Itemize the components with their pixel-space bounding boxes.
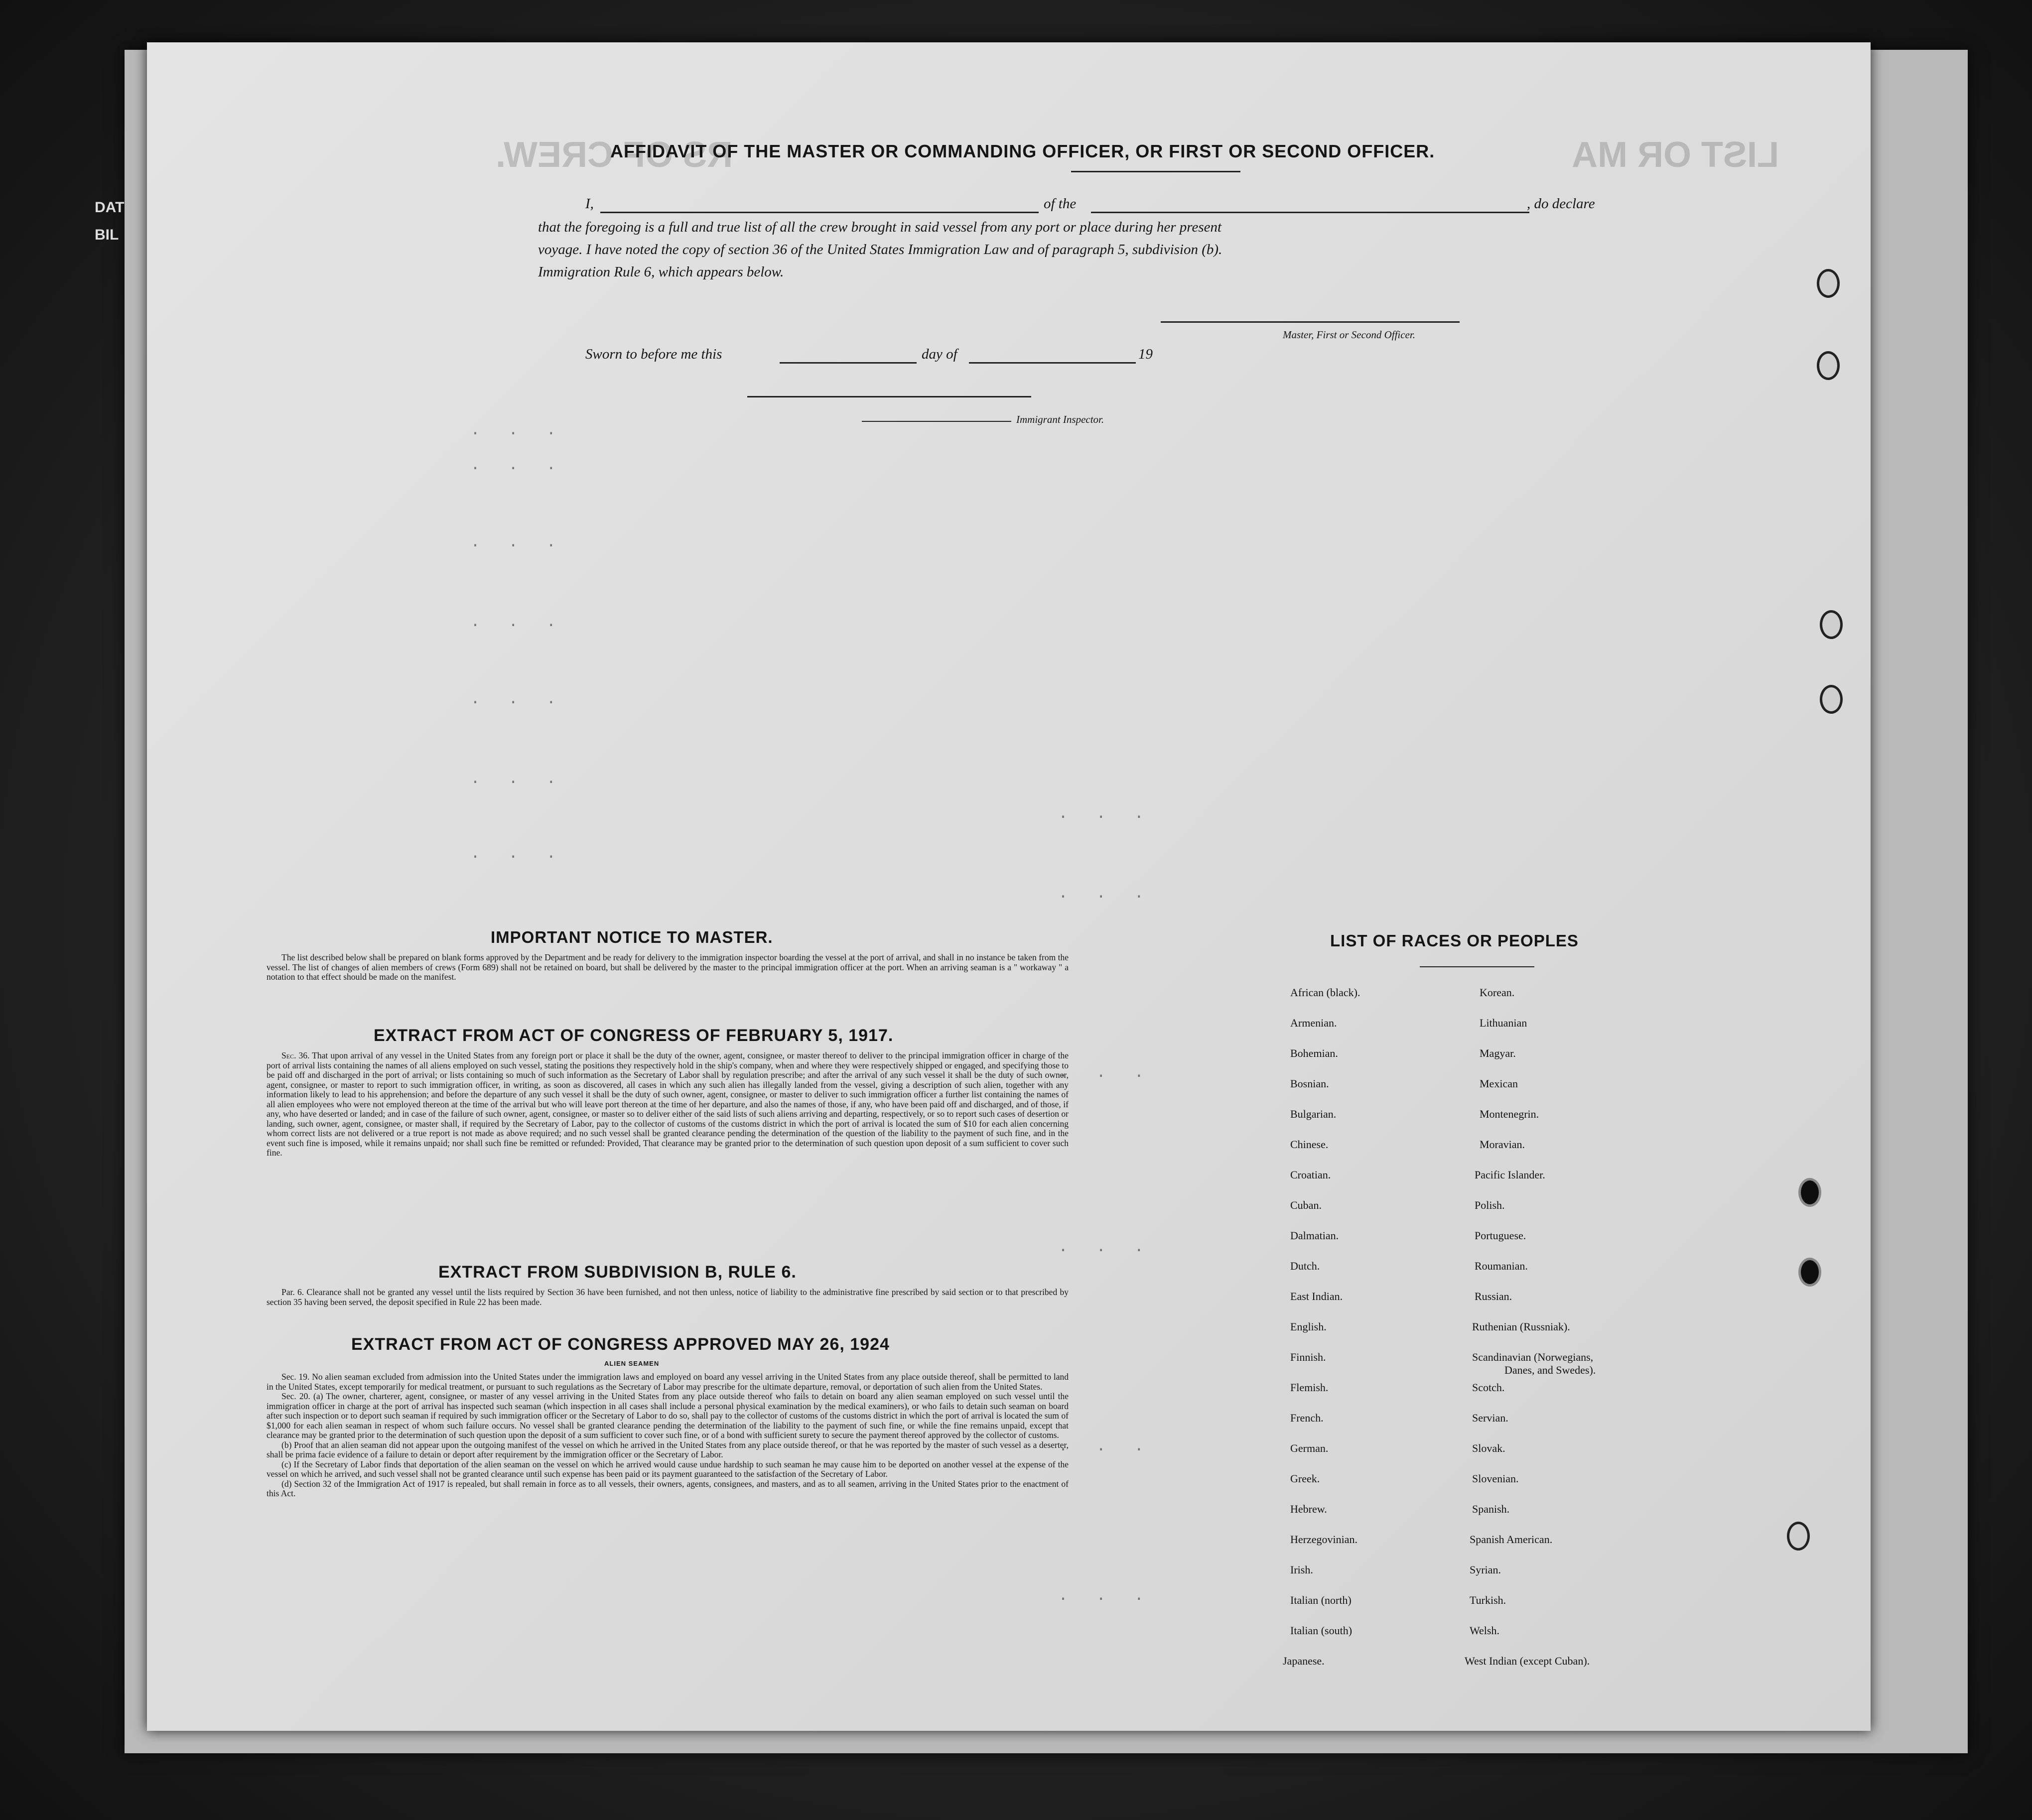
race-item: Turkish. bbox=[1470, 1594, 1506, 1606]
race-item: Dutch. bbox=[1290, 1260, 1320, 1272]
race-item: Finnish. bbox=[1290, 1351, 1326, 1363]
race-item: Herzegovinian. bbox=[1290, 1533, 1357, 1546]
race-item: French. bbox=[1290, 1412, 1324, 1424]
row-leader: . . . bbox=[471, 844, 566, 862]
extract-rule6-title: EXTRACT FROM SUBDIVISION B, RULE 6. bbox=[438, 1263, 797, 1282]
affidavit-title: AFFIDAVIT OF THE MASTER OR COMMANDING OFFICER, OR FIRST OR SECOND OFFICER. bbox=[610, 141, 1435, 161]
race-item: Slovak. bbox=[1472, 1442, 1505, 1454]
day-of-label: day of bbox=[922, 346, 957, 362]
race-item: Bosnian. bbox=[1290, 1077, 1329, 1090]
notice-text bbox=[267, 953, 1069, 982]
extract-1924-sec19: Sec. 19. No alien seaman excluded from admission into the United States under the immigration laws and employed on board any vessel arriving in the United States from any place outside thereof, shall be permitted to land in the United States, except temporarily for medical treatment, or pursuant to such regulations as the Secretary of Labor may prescribe for the ultimate departure, removal, or deportation of such alien from the United States. bbox=[267, 1372, 1069, 1392]
row-leader: . . . bbox=[1059, 1437, 1154, 1454]
race-item: Chinese. bbox=[1290, 1138, 1329, 1151]
affidavit-line-2: that the foregoing is a full and true list of all the crew brought in said vessel from any port or place during her present bbox=[538, 219, 1222, 235]
punch-hole bbox=[1817, 269, 1840, 298]
race-item: Scandinavian (Norwegians, bbox=[1472, 1351, 1594, 1363]
race-item: English. bbox=[1290, 1320, 1327, 1333]
race-item: Slovenian. bbox=[1472, 1472, 1519, 1485]
affidavit-of-the: of the bbox=[1044, 196, 1077, 212]
race-item: Roumanian. bbox=[1475, 1260, 1528, 1272]
races-title: LIST OF RACES OR PEOPLES bbox=[1330, 931, 1579, 950]
extract-1917-body: That upon arrival of any vessel in the United States from any foreign port or place it shall be the duty of the owner, agent, consignee, or master thereof to deliver to the principal immigration officer in charge of the port of arrival lists containing the names of all aliens employed on such vessel, stating the positions they respectively hold in the ship's company, when and where they were respectively shipped or engaged, and specifying those to be paid off and discharged in the port of arrival; or lists containing so much of such information as the Secretary of Labor shall by regulation prescribe; and after the arrival of any such vessel it shall be the duty of such owner, agent, consignee, or master to report to such immigration officer, in writing, as soon as discovered, all cases in which any such alien has illegally landed from the vessel, giving a description of such alien, together with any information likely to lead to his apprehension; and before the departure of any such vessel it shall be the duty of such owner, agent, consignee, or master to deliver to such immigration officer a further list containing the names of all alien employees who were not employed thereon at the time of the arrival but who will leave port thereon at the time of her departure, and also the names of those, if any, who have been paid off and discharged, and of those, if any, who have deserted or landed; and in case of the failure of such owner, agent, consignee, or master so to deliver either of the said lists of such aliens arriving and departing, respectively, or so to report such cases of desertion or landing, such owner, agent, consignee, or master shall, if required by the Secretary of Labor, pay to the collector of customs of the customs district in which the port of arrival is located the sum of $10 for each alien concerning whom correct lists are not delivered or a true report is not made as above required; and no such vessel shall be granted clearance pending the determination of the question of the liability to the payment of such fine, and in the event such fine is imposed, while it remains unpaid; nor shall such fine be remitted or refunded: Provided, That clearance may be granted prior to the determination of such question upon deposit of a sum sufficient to cover such fine. bbox=[267, 1050, 1069, 1158]
inspector-line bbox=[862, 421, 1011, 422]
race-item: Magyar. bbox=[1480, 1047, 1516, 1059]
punch-hole bbox=[1820, 685, 1843, 714]
punch-hole bbox=[1817, 351, 1840, 380]
race-item: Flemish. bbox=[1290, 1381, 1329, 1394]
row-leader: . . . bbox=[471, 421, 566, 438]
race-item: Croatian. bbox=[1290, 1169, 1331, 1181]
extract-1924-sec20a: Sec. 20. (a) The owner, charterer, agent, consignee, or master of any vessel arriving in the United States from any place outside thereof who fails to detain on board any alien seaman employed on such vessel until the immigration officer in charge at the port of arrival has inspected such seaman (which inspection in all cases shall include a personal physical examination by the medical examiners), or who fails to detain such seaman on board after such inspection or to deport such seaman if required by such immigration officer or the Secretary of Labor to do so, shall pay to the collector of customs of the customs district in which the port of arrival is located the sum of $1,000 for each alien seaman in respect of whom such failure occurs. No vessel shall be granted clearance pending the determination of the liability to the payment of such fine, or while the fine remains unpaid, except that clearance may be granted prior to the determination of such question upon the deposit of a sum sufficient to cover such fine, or of a bond with sufficient surety to secure the payment thereof approved by the collector of customs. bbox=[267, 1391, 1069, 1440]
affidavit-do-declare: , do declare bbox=[1527, 196, 1595, 212]
race-item: East Indian. bbox=[1290, 1290, 1343, 1302]
extract-rule6-text bbox=[267, 1288, 1069, 1307]
race-item: Cuban. bbox=[1290, 1199, 1322, 1211]
race-item: Pacific Islander. bbox=[1475, 1169, 1545, 1181]
manifest-page bbox=[147, 42, 1871, 1731]
race-item: Montenegrin. bbox=[1480, 1108, 1539, 1120]
extract-1924-title: EXTRACT FROM ACT OF CONGRESS APPROVED MAY 26, 1924 bbox=[351, 1335, 890, 1354]
race-item: Bohemian. bbox=[1290, 1047, 1338, 1059]
notice-title: IMPORTANT NOTICE TO MASTER. bbox=[491, 928, 773, 946]
day-line bbox=[780, 362, 917, 364]
race-item: Welsh. bbox=[1470, 1624, 1499, 1637]
punch-hole bbox=[1787, 1522, 1810, 1551]
month-line bbox=[969, 362, 1136, 364]
row-leader: . . . bbox=[471, 456, 566, 473]
inspector-label: Immigrant Inspector. bbox=[1016, 413, 1104, 425]
race-item: Danes, and Swedes). bbox=[1504, 1364, 1596, 1376]
affidavit-i: I, bbox=[585, 196, 594, 212]
race-item: Ruthenian (Russniak). bbox=[1472, 1320, 1570, 1333]
race-item: Greek. bbox=[1290, 1472, 1320, 1485]
race-item: Moravian. bbox=[1480, 1138, 1525, 1151]
race-item: Japanese. bbox=[1283, 1655, 1325, 1667]
race-item: Armenian. bbox=[1290, 1017, 1337, 1029]
race-item: West Indian (except Cuban). bbox=[1465, 1655, 1590, 1667]
race-item: Italian (north) bbox=[1290, 1594, 1352, 1606]
name-line bbox=[600, 212, 1039, 213]
extract-rule6-paragraph: Par. 6. Clearance shall not be granted any vessel until the lists required by Section 36 have been furnished, and not then unless, notice of liability to the administrative fine prescribed by said section or to that prescribed by section 35 having been served, the deposit specified in Rule 22 has been made. bbox=[267, 1287, 1069, 1307]
row-leader: . . . bbox=[471, 533, 566, 550]
row-leader: . . . bbox=[1059, 1586, 1154, 1604]
row-leader: . . . bbox=[1059, 1063, 1154, 1081]
row-leader: . . . bbox=[1059, 884, 1154, 902]
race-item: Mexican bbox=[1480, 1077, 1518, 1090]
master-signature-line bbox=[1161, 321, 1460, 323]
row-leader: . . . bbox=[471, 690, 566, 707]
row-leader: . . . bbox=[1059, 1238, 1154, 1255]
inspector-line-upper bbox=[747, 396, 1031, 397]
punch-hole bbox=[1798, 1178, 1821, 1207]
notice-paragraph: The list described below shall be prepared on blank forms approved by the Department and be ready for delivery to the immigration inspector boarding the vessel at the port of arrival, and shall in no instance be taken from the vessel. The list of changes of alien members of crews (Form 689) shall not be retained on board, but shall be delivered by the master to the principal immigration officer at the port. When an arriving seaman is a " workaway " a notation to that effect should be made on the manifest. bbox=[267, 952, 1069, 982]
vessel-line bbox=[1091, 212, 1529, 213]
row-leader: . . . bbox=[1059, 804, 1154, 822]
race-item: Servian. bbox=[1472, 1412, 1508, 1424]
bleed-heading: LIST OR MA bbox=[1572, 135, 1779, 175]
race-item: Scotch. bbox=[1472, 1381, 1505, 1394]
race-item: Korean. bbox=[1480, 986, 1515, 999]
race-item: German. bbox=[1290, 1442, 1329, 1454]
race-item: Hebrew. bbox=[1290, 1503, 1327, 1515]
race-item: Bulgarian. bbox=[1290, 1108, 1337, 1120]
extract-1924-text bbox=[267, 1372, 1069, 1499]
master-label: Master, First or Second Officer. bbox=[1283, 329, 1415, 341]
race-item: African (black). bbox=[1290, 986, 1360, 999]
bleed-heading-2: RS OF CREW. bbox=[496, 135, 733, 175]
race-item: Spanish. bbox=[1472, 1503, 1510, 1515]
punch-hole bbox=[1820, 610, 1843, 639]
extract-1924-subtitle: ALIEN SEAMEN bbox=[604, 1360, 660, 1367]
race-item: Irish. bbox=[1290, 1563, 1313, 1576]
race-item: Spanish American. bbox=[1470, 1533, 1553, 1546]
race-item: Polish. bbox=[1475, 1199, 1505, 1211]
race-item: Portuguese. bbox=[1475, 1229, 1526, 1242]
year-label: 19 bbox=[1138, 346, 1153, 362]
affidavit-line-4: Immigration Rule 6, which appears below. bbox=[538, 264, 784, 280]
race-item: Syrian. bbox=[1470, 1563, 1501, 1576]
extract-1917-text bbox=[267, 1051, 1069, 1158]
race-item: Lithuanian bbox=[1480, 1017, 1527, 1029]
row-leader: . . . bbox=[471, 613, 566, 630]
extract-1924-sec20c: (c) If the Secretary of Labor finds that deportation of the alien seaman on the vessel on which he arrived would cause undue hardship to such seaman he may cause him to be deported on another vessel at the expense of the vessel on which he arrived, and such vessel shall not be granted clearance until such expense has been paid or its payment guaranteed to the satisfaction of the Secretary of Labor. bbox=[267, 1459, 1069, 1479]
affidavit-line-3: voyage. I have noted the copy of section 36 of the United States Immigration Law and of paragraph 5, subdivision (b). bbox=[538, 242, 1222, 258]
margin-label-bil: BIL bbox=[95, 227, 119, 243]
race-item: Russian. bbox=[1475, 1290, 1512, 1302]
extract-1924-sec20d: (d) Section 32 of the Immigration Act of 1917 is repealed, but shall remain in force as to all vessels, their owners, agents, consignees, and masters, and as to all seamen, arriving in the United States prior to the enactment of this Act. bbox=[267, 1478, 1069, 1498]
margin-label-dat: DAT bbox=[95, 199, 125, 216]
races-title-underline bbox=[1420, 966, 1534, 967]
extract-1917-title: EXTRACT FROM ACT OF CONGRESS OF FEBRUARY 5, 1917. bbox=[374, 1026, 894, 1045]
punch-hole bbox=[1798, 1258, 1821, 1287]
row-leader: . . . bbox=[471, 770, 566, 787]
race-item: Italian (south) bbox=[1290, 1624, 1353, 1637]
title-underline bbox=[1071, 171, 1240, 172]
sworn-label: Sworn to before me this bbox=[585, 346, 722, 362]
extract-1917-sec: Sec. 36. bbox=[281, 1050, 310, 1060]
extract-1924-sec20b: (b) Proof that an alien seaman did not appear upon the outgoing manifest of the vessel on which he arrived in the United States from any place outside thereof, or that he was reported by the master of such vessel as a deserter, shall be prima facie evidence of a failure to detain or deport after requirement by the immigration officer or the Secretary of Labor. bbox=[267, 1439, 1069, 1459]
race-item: Dalmatian. bbox=[1290, 1229, 1339, 1242]
